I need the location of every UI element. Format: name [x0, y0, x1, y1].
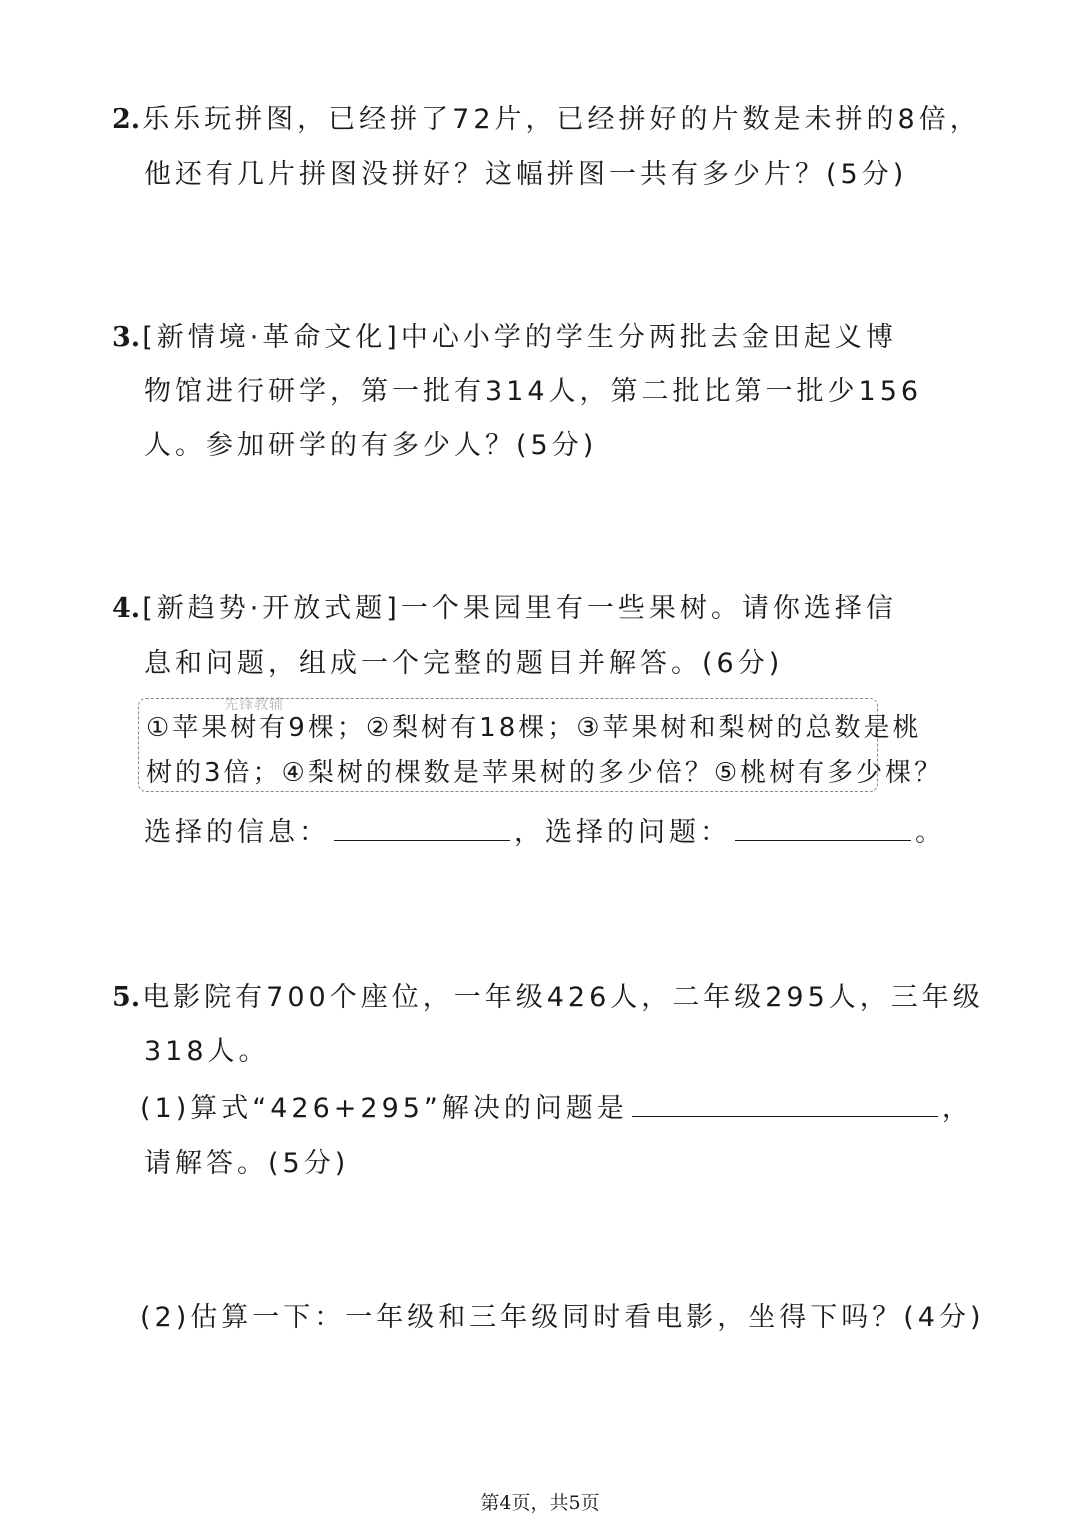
question-4-line-1: 4.[新趋势·开放式题]一个果园里有一些果树。请你选择信 — [112, 593, 897, 624]
question-5-sub-1-line-1: (1)算式“426+295”解决的问题是 ， — [140, 1093, 973, 1124]
question-3-line-2: 物馆进行研学，第一批有314人，第二批比第一批少156 — [144, 376, 923, 407]
info-box-line-1: ①苹果树有9棵；②梨树有18棵；③苹果树和梨树的总数是桃 — [146, 713, 922, 743]
question-5-sub-1-line-2: 请解答。(5分) — [144, 1148, 350, 1179]
question-3-line-3: 人。参加研学的有多少人？(5分) — [144, 430, 598, 461]
question-2-line-2: 他还有几片拼图没拼好？这幅拼图一共有多少片？(5分) — [144, 159, 908, 190]
page-footer: 第4页，共5页 — [480, 1492, 600, 1514]
select-info-blank[interactable] — [334, 816, 510, 841]
question-4-answer-line: 选择的信息： ，选择的问题： 。 — [144, 817, 946, 848]
question-5-number: 5. — [112, 982, 141, 1013]
select-question-blank[interactable] — [735, 816, 911, 841]
question-4-number: 4. — [112, 593, 141, 624]
question-4-line-2: 息和问题，组成一个完整的题目并解答。(6分) — [144, 648, 784, 679]
question-2-number: 2. — [112, 104, 141, 135]
watermark-text: 先锋教辅 — [224, 697, 284, 713]
question-2-line-1: 2.乐乐玩拼图，已经拼了72片，已经拼好的片数是未拼的8倍， — [112, 104, 981, 135]
question-5-line-2: 318人。 — [144, 1036, 270, 1067]
question-5-line-1: 5.电影院有700个座位，一年级426人，二年级295人，三年级 — [112, 982, 984, 1013]
question-5-sub-2: (2)估算一下：一年级和三年级同时看电影，坐得下吗？(4分) — [140, 1302, 985, 1333]
question-3-line-1: 3.[新情境·革命文化]中心小学的学生分两批去金田起义博 — [112, 322, 897, 353]
question-3-number: 3. — [112, 322, 141, 353]
select-question-label: ，选择的问题： — [514, 817, 731, 848]
sub-1-answer-blank[interactable] — [632, 1092, 938, 1117]
select-info-label: 选择的信息： — [144, 817, 330, 848]
info-box-line-2: 树的3倍；④梨树的棵数是苹果树的多少倍？⑤桃树有多少棵？ — [146, 758, 944, 788]
